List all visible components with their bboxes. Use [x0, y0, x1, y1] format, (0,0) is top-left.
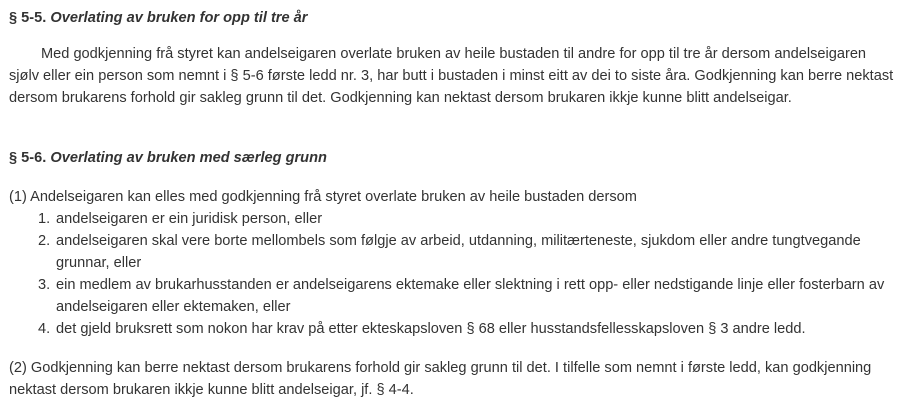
list-item-text: ein medlem av brukarhusstanden er andelseigarens ektemake eller slektning i rett opp- eller nedstigande linje eller fosterbarn av andelseigaren eller ektemaken, eller: [56, 277, 885, 315]
list-item: [9, 230, 897, 274]
condition-list: [9, 208, 897, 340]
section-title: Overlating av bruken med særleg grunn: [50, 150, 327, 166]
list-item-number: 2.: [38, 233, 51, 249]
list-item: [9, 274, 897, 318]
section-title: Overlating av bruken for opp til tre år: [50, 10, 308, 26]
list-item-number: 3.: [38, 277, 51, 293]
section-5-6-intro: (1) Andelseigaren kan elles med godkjenning frå styret overlate bruken av heile bustaden dersom: [9, 189, 637, 205]
section-heading-5-6: [9, 148, 327, 168]
list-item-text: andelseigaren er ein juridisk person, eller: [56, 211, 323, 227]
section-5-5-paragraph: Med godkjenning frå styret kan andelseigaren overlate bruken av heile bustaden til andre for opp til tre år dersom andelseigaren sjølv eller ein person som nemnt i § 5-6 første ledd nr. 3, har butt i bustaden i minst eitt av dei to siste åra. Godkjenning kan berre nektast dersom brukarens forhold gir sakleg grunn til det. Godkjenning kan nektast dersom brukaren ikkje kunne blitt andelseigar.: [9, 46, 894, 106]
list-item-number: 4.: [38, 321, 51, 337]
list-item: [9, 318, 897, 340]
section-heading-5-5: [9, 8, 307, 28]
section-number: § 5-6.: [9, 150, 47, 166]
section-5-6-paragraph-2: (2) Godkjenning kan berre nektast dersom brukarens forhold gir sakleg grunn til det. I tilfelle som nemnt i første ledd, kan godkjenning nektast dersom brukaren ikkje kunne blitt andelseigar, jf. § 4-4.: [9, 360, 872, 398]
list-item-number: 1.: [38, 211, 51, 227]
section-number: § 5-5.: [9, 10, 47, 26]
list-item-text: andelseigaren skal vere borte mellombels som følgje av arbeid, utdanning, militærteneste, sjukdom eller andre tungtvegande grunnar, eller: [56, 233, 861, 271]
list-item: [9, 208, 897, 230]
list-item-text: det gjeld bruksrett som nokon har krav på etter ekteskapsloven § 68 eller husstandsfellesskapsloven § 3 andre ledd.: [56, 321, 806, 337]
